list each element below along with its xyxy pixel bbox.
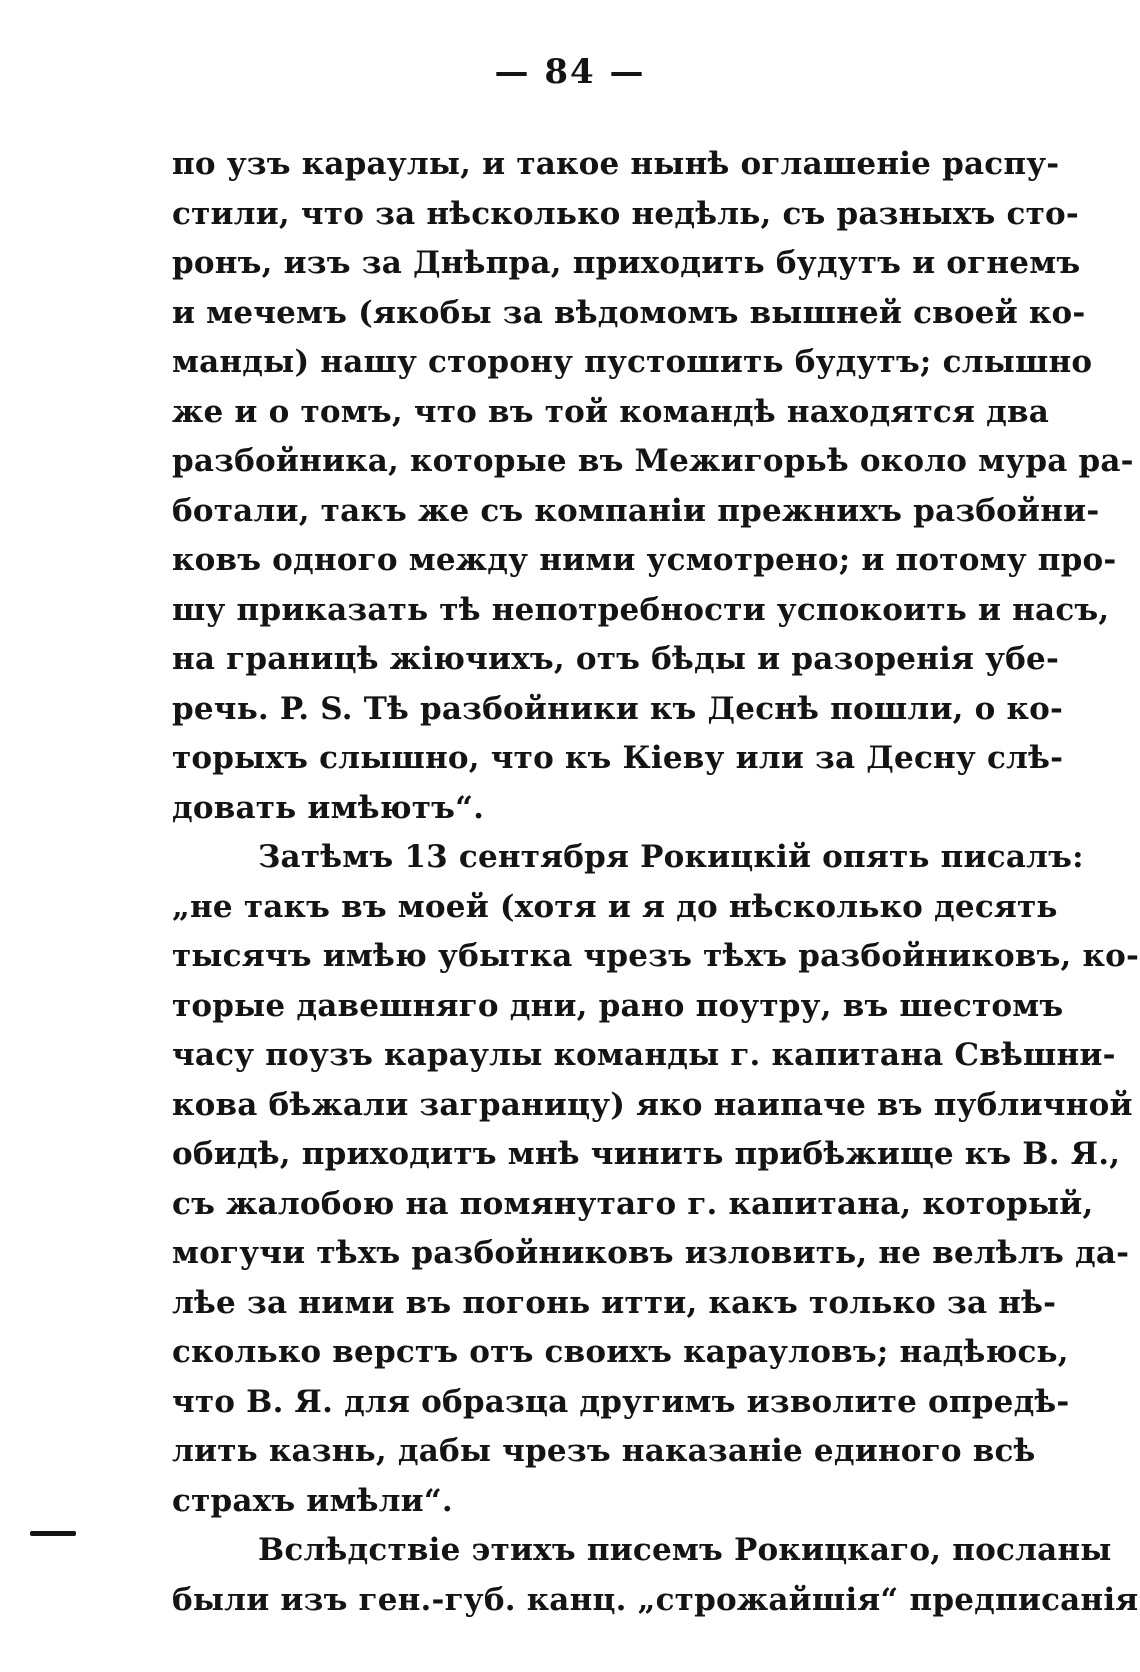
text-line: ронъ, изъ за Днѣпра, приходить будутъ и огнемъ: [172, 245, 1081, 281]
text-line: часу поузъ караулы команды г. капитана Свѣшни-: [172, 1037, 1116, 1073]
page-number: — 84 —: [494, 52, 646, 92]
text-line: лить казнь, дабы чрезъ наказаніе единого всѣ: [172, 1433, 1036, 1469]
text-line: могучи тѣхъ разбойниковъ изловить, не велѣлъ да-: [172, 1235, 1130, 1271]
text-line: ботали, такъ же съ компаніи прежнихъ разбойни-: [172, 492, 1100, 529]
text-line: разбойника, которые въ Межигорьѣ около мура ра-: [172, 443, 1134, 479]
text-line: тысячъ имѣю убытка чрезъ тѣхъ разбойниковъ, ко-: [172, 938, 1140, 974]
text-line: ковъ одного между ними усмотрено; и потому про-: [172, 542, 1117, 578]
text-line: лѣе за ними въ погонь итти, какъ только за нѣ-: [172, 1284, 1057, 1321]
text-line: были изъ ген.-губ. канц. „строжайшія“ предписанія: [172, 1581, 1139, 1618]
text-line: стили, что за нѣсколько недѣль, съ разныхъ сто-: [172, 195, 1079, 232]
text-line: речь. P. S. Тѣ разбойники къ Деснѣ пошли, о ко-: [172, 690, 1064, 727]
text-line: страхъ имѣли“.: [172, 1482, 453, 1519]
text-line: обидѣ, приходитъ мнѣ чинить прибѣжище къ В. Я.,: [172, 1136, 1121, 1172]
text-line: по узъ караулы, и такое нынѣ оглашеніе распу-: [172, 146, 1060, 182]
text-line: и мечемъ (якобы за вѣдомомъ вышней своей ко-: [172, 294, 1086, 331]
text-line: довать имѣютъ“.: [172, 789, 485, 826]
text-line: на границѣ жіючихъ, отъ бѣды и разоренія убе-: [172, 641, 1060, 677]
text-line: Вслѣдствіе этихъ писемъ Рокицкаго, посланы: [258, 1532, 1112, 1568]
text-line: торыхъ слышно, что къ Кіеву или за Десну слѣ-: [172, 740, 1064, 776]
text-line: же и о томъ, что въ той командѣ находятся два: [172, 393, 1049, 430]
text-line: манды) нашу сторону пустошить будутъ; слышно: [172, 344, 1093, 380]
text-line: шу приказать тѣ непотребности успокоить и насъ,: [172, 591, 1110, 628]
text-line: кова бѣжали заграницу) яко наипаче въ публичной: [172, 1086, 1133, 1123]
text-line: съ жалобою на помянутаго г. капитана, который,: [172, 1185, 1094, 1222]
paragraph-1: [172, 140, 1134, 833]
text-line: Затѣмъ 13 сентября Рокицкій опять писалъ:: [258, 839, 1084, 875]
paragraph-3: [172, 1526, 1139, 1625]
text-line: сколько верстъ отъ своихъ карауловъ; надѣюсь,: [172, 1334, 1069, 1370]
margin-mark: [30, 1531, 76, 1536]
text-line: торые давешняго дни, рано поутру, въ шестомъ: [172, 987, 1064, 1024]
text-line: что В. Я. для образца другимъ изволите опредѣ-: [172, 1383, 1070, 1420]
text-line: „не такъ въ моей (хотя и я до нѣсколько десять: [172, 888, 1058, 925]
paragraph-2: [172, 833, 1140, 1526]
body-text: [172, 140, 1140, 1625]
